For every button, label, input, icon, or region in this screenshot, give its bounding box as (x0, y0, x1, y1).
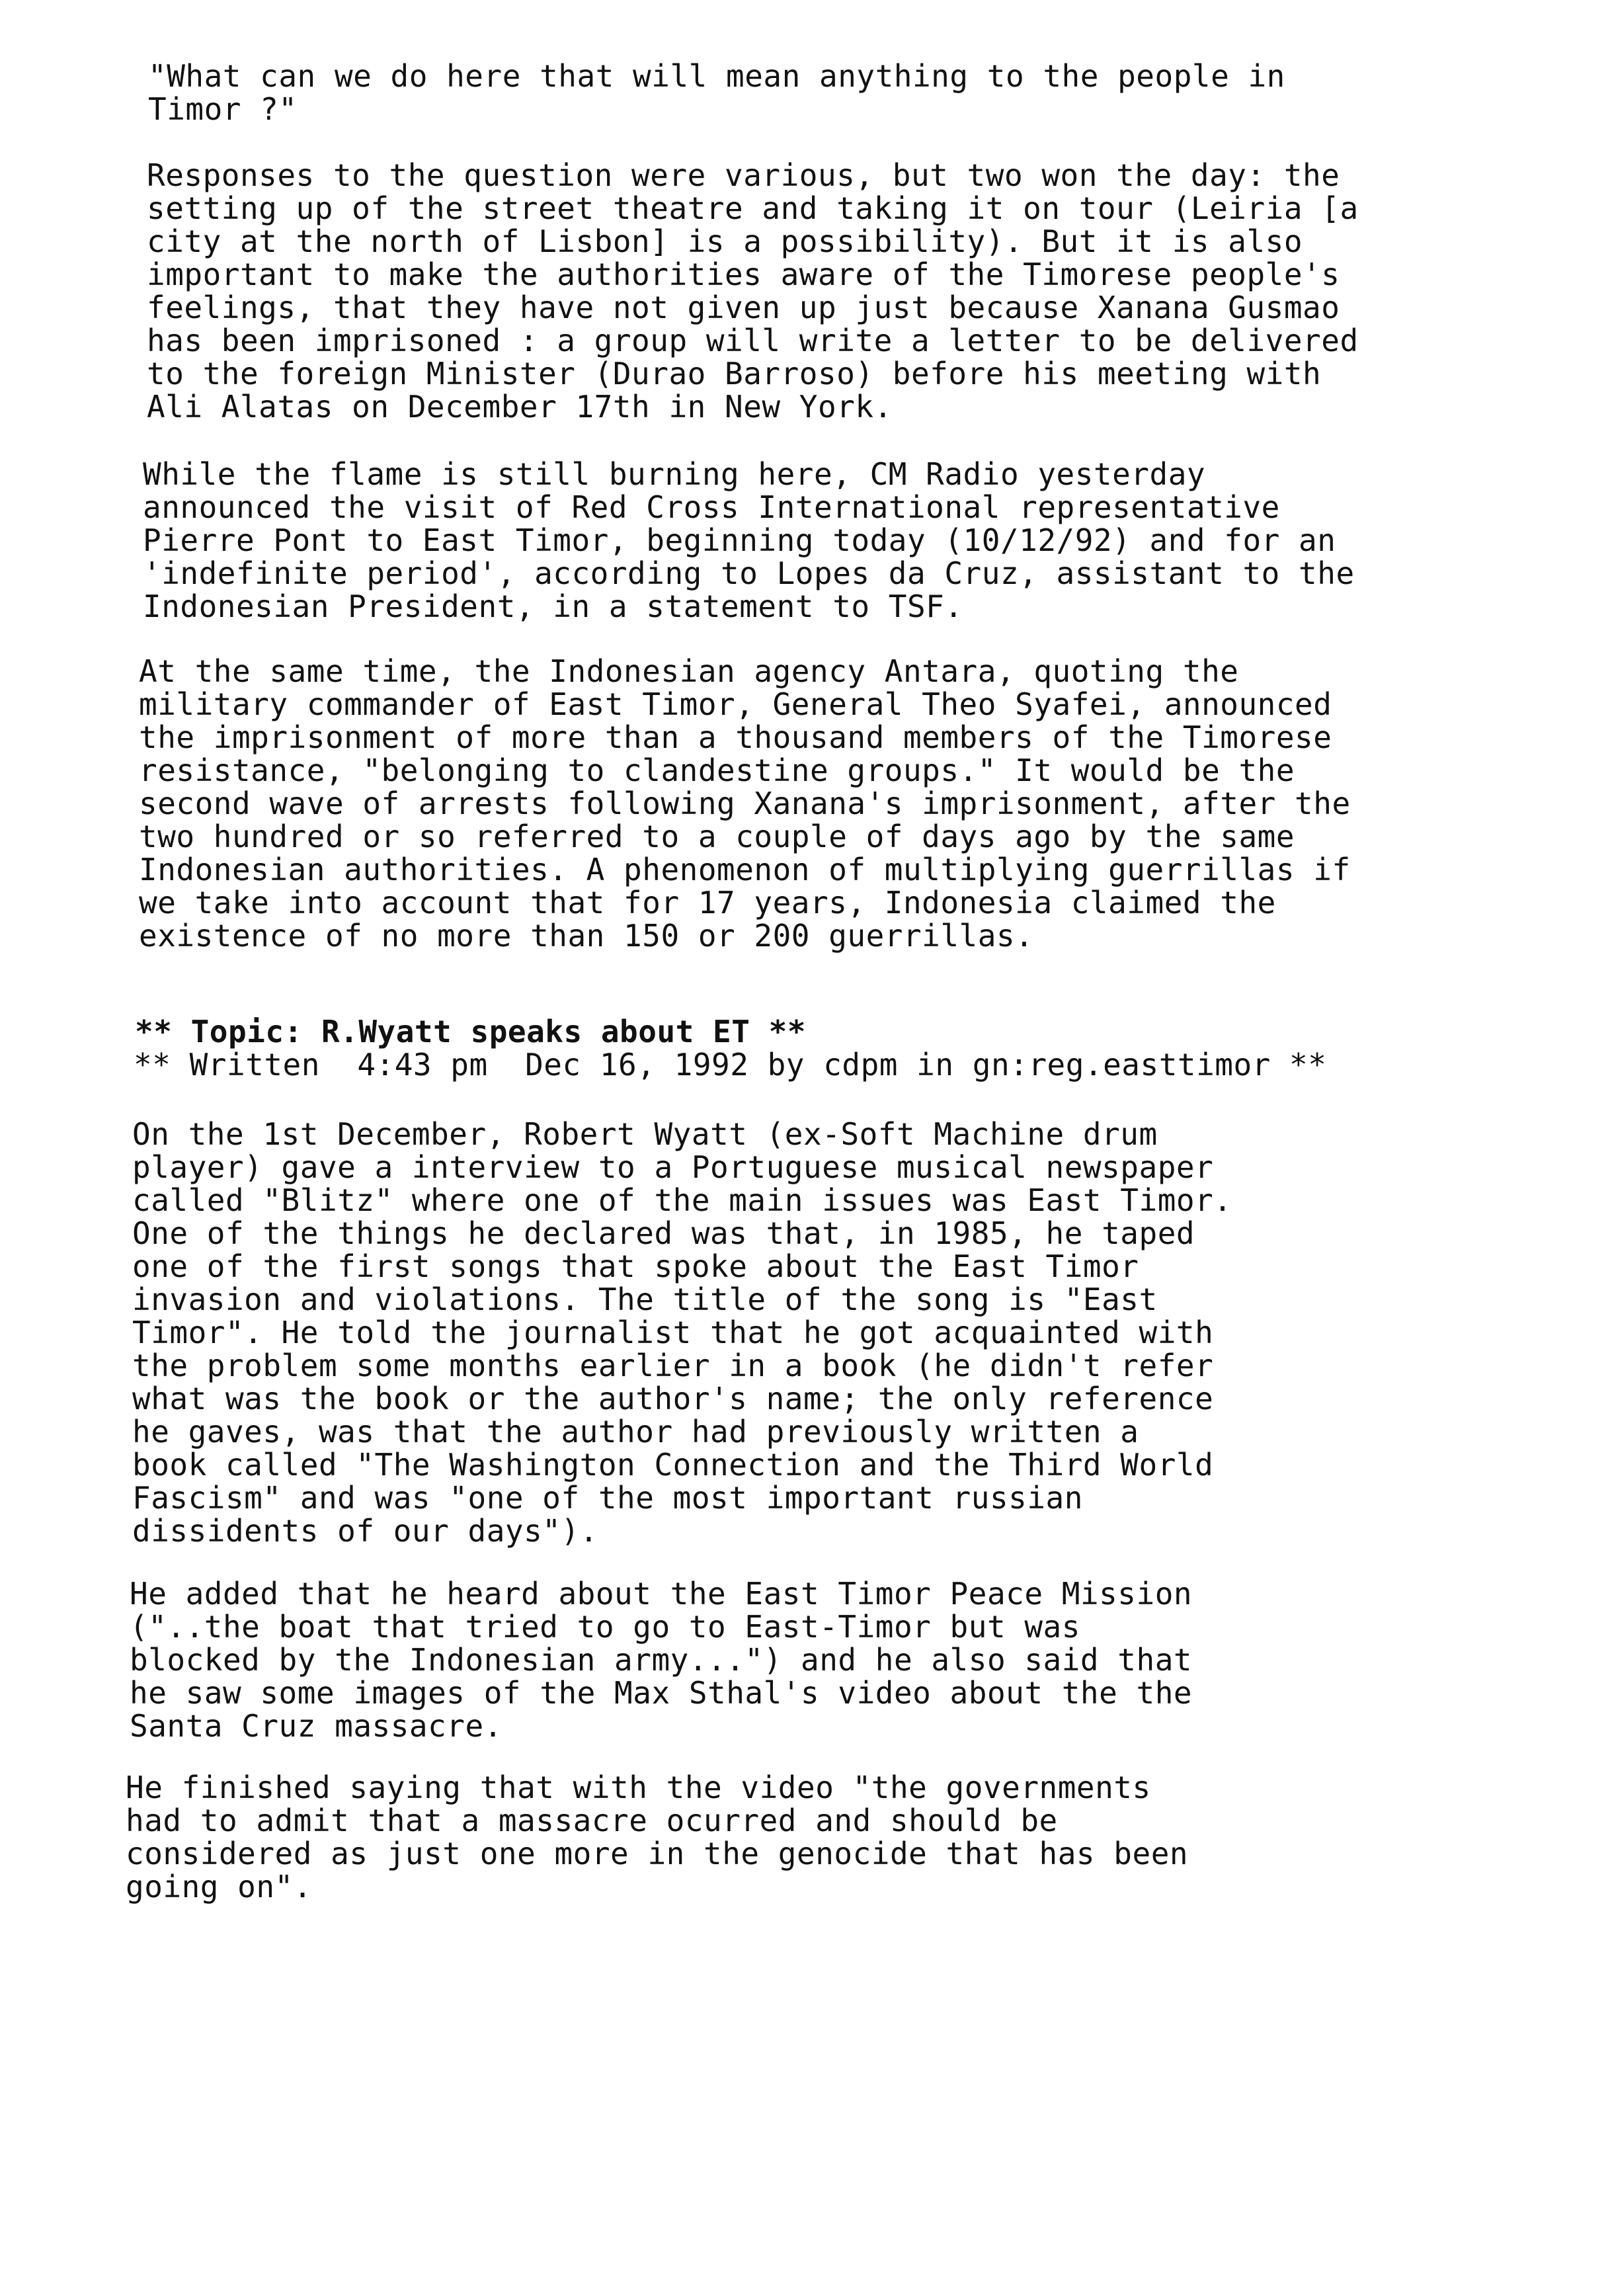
responses-paragraph: Responses to the question were various, but two won the day: the setting up of the street theatre and taking it on tour (Leiria [a city at the north of Lisbon] is a possibility). But it is also important to make the authorities aware of the Timorese people's feelings, that they have not given up just because Xanana Gusmao has been imprisoned : a group will write a letter to be delivered to the foreign Minister (Durao Barroso) before his meeting with Ali Alatas on December 17th in New York. (147, 157, 1359, 425)
peace-mission-paragraph: He added that he heard about the East Timor Peace Mission ("..the boat that tried to go to East-Timor but was blocked by the Indonesian army...") and he also said that he saw some images of the Max Sthal's video about the the Santa Cruz massacre. (130, 1576, 1193, 1744)
quote-paragraph: "What can we do here that will mean anything to the people in Timor ?" (148, 58, 1285, 127)
finished-paragraph: He finished saying that with the video "the governments had to admit that a massacre ocurred and should be considered as just one more in the genocide that has been going on". (126, 1770, 1189, 1905)
antara-paragraph: At the same time, the Indonesian agency Antara, quoting the military commander of East Timor, General Theo Syafei, announced the imprisonment of more than a thousand members of the Timorese resistance, "belonging to clandestine groups." It would be the second wave of arrests following Xanana's imprisonment, after the two hundred or so referred to a couple of days ago by the same Indonesian authorities. A phenomenon of multiplying guerrillas if we take into account that for 17 years, Indonesia claimed the existence of no more than 150 or 200 guerrillas. (139, 653, 1351, 954)
written-line: ** Written 4:43 pm Dec 16, 1992 by cdpm in gn:reg.easttimor ** (134, 1047, 1327, 1083)
topic-heading: ** Topic: R.Wyatt speaks about ET ** (135, 1014, 806, 1049)
wyatt-paragraph: On the 1st December, Robert Wyatt (ex-Soft Machine drum player) gave a interview to a Portuguese musical newspaper called "Blitz" where one of the main issues was East Timor. One of the things he declared was that, in 1985, he taped one of the first songs that spoke about the East Timor invasion and violations. The title of the song is "East Timor". He told the journalist that he got acquainted with the problem some months earlier in a book (he didn't refer what was the book or the author's name; the only reference he gaves, was that the author had previously written a book called "The Washington Connection and the Third World Fascism" and was "one of the most important russian dissidents of our days"). (132, 1116, 1232, 1549)
flame-paragraph: While the flame is still burning here, CM Radio yesterday announced the visit of Red Cross International representative Pierre Pont to East Timor, beginning today (10/12/92) and for an 'indefinite period', according to Lopes da Cruz, assistant to the Indonesian President, in a statement to TSF. (143, 456, 1355, 624)
